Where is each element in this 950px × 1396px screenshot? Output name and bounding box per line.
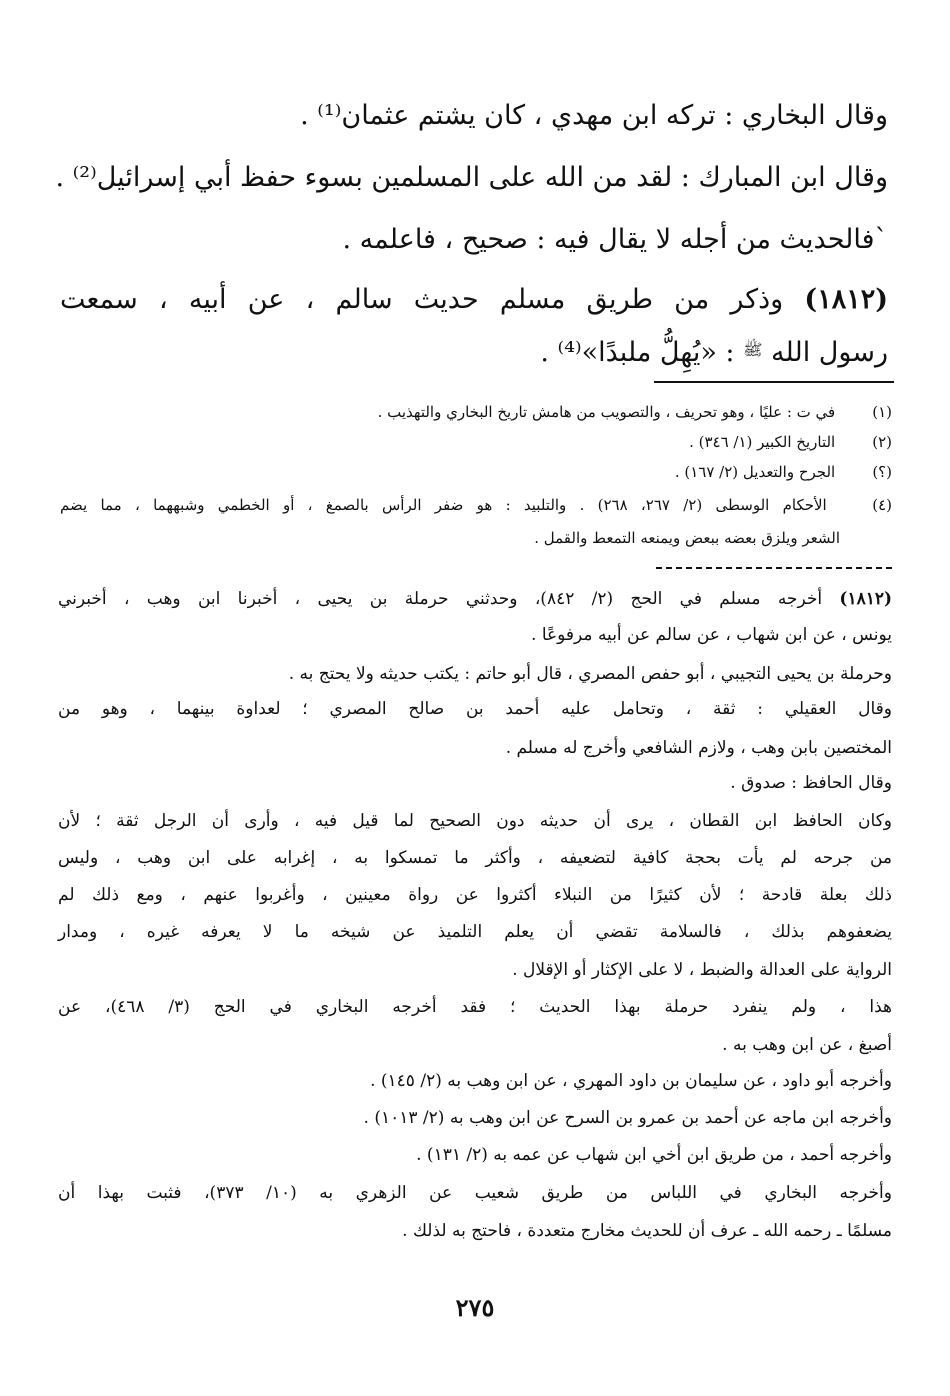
commentary-line: وأخرجه أبو داود ، عن سليمان بن داود المهري ، عن ابن وهب به (٢/ ١٤٥) . (370, 1071, 892, 1091)
footnote-text: في ت : عليًا ، وهو تحريف ، والتصويب من هامش تاريخ البخاري والتهذيب . (377, 403, 836, 421)
main-line-4-text: وذكر من طريق مسلم حديث سالم ، عن أبيه ، سمعت (60, 284, 784, 315)
footnote-number: (٢) (872, 433, 892, 451)
main-line-5 (60, 330, 888, 373)
footnote-text: التاريخ الكبير (١/ ٣٤٦) . (689, 433, 836, 451)
commentary-line: مسلمًا ـ رحمه الله ـ عرف أن للحديث مخارج متعددة ، فاحتج به لذلك . (402, 1221, 892, 1241)
commentary-line: وأخرجه أحمد ، من طريق ابن أخي ابن شهاب عن عمه به (٢/ ١٣١) . (416, 1145, 892, 1165)
commentary-line: وقال العقيلي : ثقة ، وتحامل عليه أحمد بن صالح المصري ؛ لعداوة بينهما ، وهو من (58, 699, 892, 719)
honorific-glyph: ﷺ (743, 340, 763, 359)
footnote-number: (؟) (872, 463, 892, 481)
footnote-number: (٤) (872, 496, 893, 514)
commentary-line: الرواية على العدالة والضبط ، لا على الإكثار أو الإقلال . (512, 960, 892, 980)
commentary-line: المختصين بابن وهب ، ولازم الشافعي وأخرج له مسلم . (505, 738, 892, 758)
commentary-line: من جرحه لم يأت بحجة كافية لتضعيفه ، وأكثر ما تمسكوا به ، إغرابه على ابن وهب ، وليس (58, 848, 892, 868)
footnote-4-continuation: الشعر ويلزق بعضه ببعض ويمنعه التمعط والقمل . (534, 529, 840, 547)
commentary-line: وقال الحافظ : صدوق . (730, 773, 892, 793)
commentary-line-1 (58, 584, 892, 614)
footnote-number: (١) (872, 403, 892, 421)
page-number: ٢٧٥ (455, 1293, 495, 1322)
commentary-entry-number: (١٨١٢) (839, 589, 893, 609)
commentary-line: وأخرجه البخاري في اللباس من طريق شعيب عن الزهري به (١٠/ ٣٧٣)، فثبت بهذا أن (58, 1183, 892, 1203)
commentary-line: يضعفوهم بذلك ، فالسلامة تقضي أن يعلم التلميذ عن شيخه ما لا يعرفه غيره ، ومدار (58, 922, 892, 942)
commentary-divider (656, 567, 892, 569)
commentary-line: يونس ، عن ابن شهاب ، عن سالم عن أبيه مرفوعًا . (531, 625, 892, 645)
main-line-3: `فالحديث من أجله لا يقال فيه : صحيح ، فاعلمه . (342, 224, 888, 255)
footnote-text: الأحكام الوسطى (٢/ ٢٦٧، ٢٦٨) . والتلبيد : هو ضفر الرأس بالصمغ ، أو الخطمي وشبههما ، مما يضم (60, 496, 827, 514)
footnote-2 (60, 428, 892, 456)
main-line-4 (60, 280, 888, 320)
main-line-2: وقال ابن المبارك : لقد من الله على المسلمين بسوء حفظ أبي إسرائيل⁽²⁾ . (55, 162, 888, 193)
footnote-divider (654, 381, 894, 383)
main-line-5-start: رسول الله (771, 337, 888, 368)
main-line-5-end: : «يُهِلُّ ملبدًا»⁽⁴⁾ . (540, 337, 735, 368)
footnote-text: الجرح والتعديل (٢/ ١٦٧) . (674, 463, 836, 481)
footnote-4 (60, 491, 892, 519)
commentary-line: وأخرجه ابن ماجه عن أحمد بن عمرو بن السرح عن ابن وهب به (٢/ ١٠١٣) . (363, 1108, 892, 1128)
footnote-3 (60, 458, 892, 486)
commentary-line: وحرملة بن يحيى التجيبي ، أبو حفص المصري ، قال أبو حاتم : يكتب حديثه ولا يحتج به . (288, 664, 892, 684)
entry-number: (١٨١٢) (804, 284, 888, 315)
commentary-line: أصبغ ، عن ابن وهب به . (722, 1035, 892, 1055)
main-line-1: وقال البخاري : تركه ابن مهدي ، كان يشتم عثمان⁽¹⁾ . (300, 100, 888, 131)
commentary-line: وكان الحافظ ابن القطان ، يرى أن حديثه دون الصحيح لما قيل فيه ، وأرى أن الرجل ثقة ؛ لأن (58, 811, 892, 831)
commentary-line: ذلك بعلة قادحة ؛ لأن كثيرًا من النبلاء أكثروا عن رواة معينين ، وأغربوا عنهم ، ومع ذلك لم (58, 885, 892, 905)
commentary-line: هذا ، ولم ينفرد حرملة بهذا الحديث ؛ فقد أخرجه البخاري في الحج (٣/ ٤٦٨)، عن (58, 997, 893, 1017)
commentary-text: أخرجه مسلم في الحج (٢/ ٨٤٢)، وحدثني حرملة بن يحيى ، أخبرنا ابن وهب ، أخبرني (58, 589, 823, 609)
footnote-1 (60, 398, 892, 426)
